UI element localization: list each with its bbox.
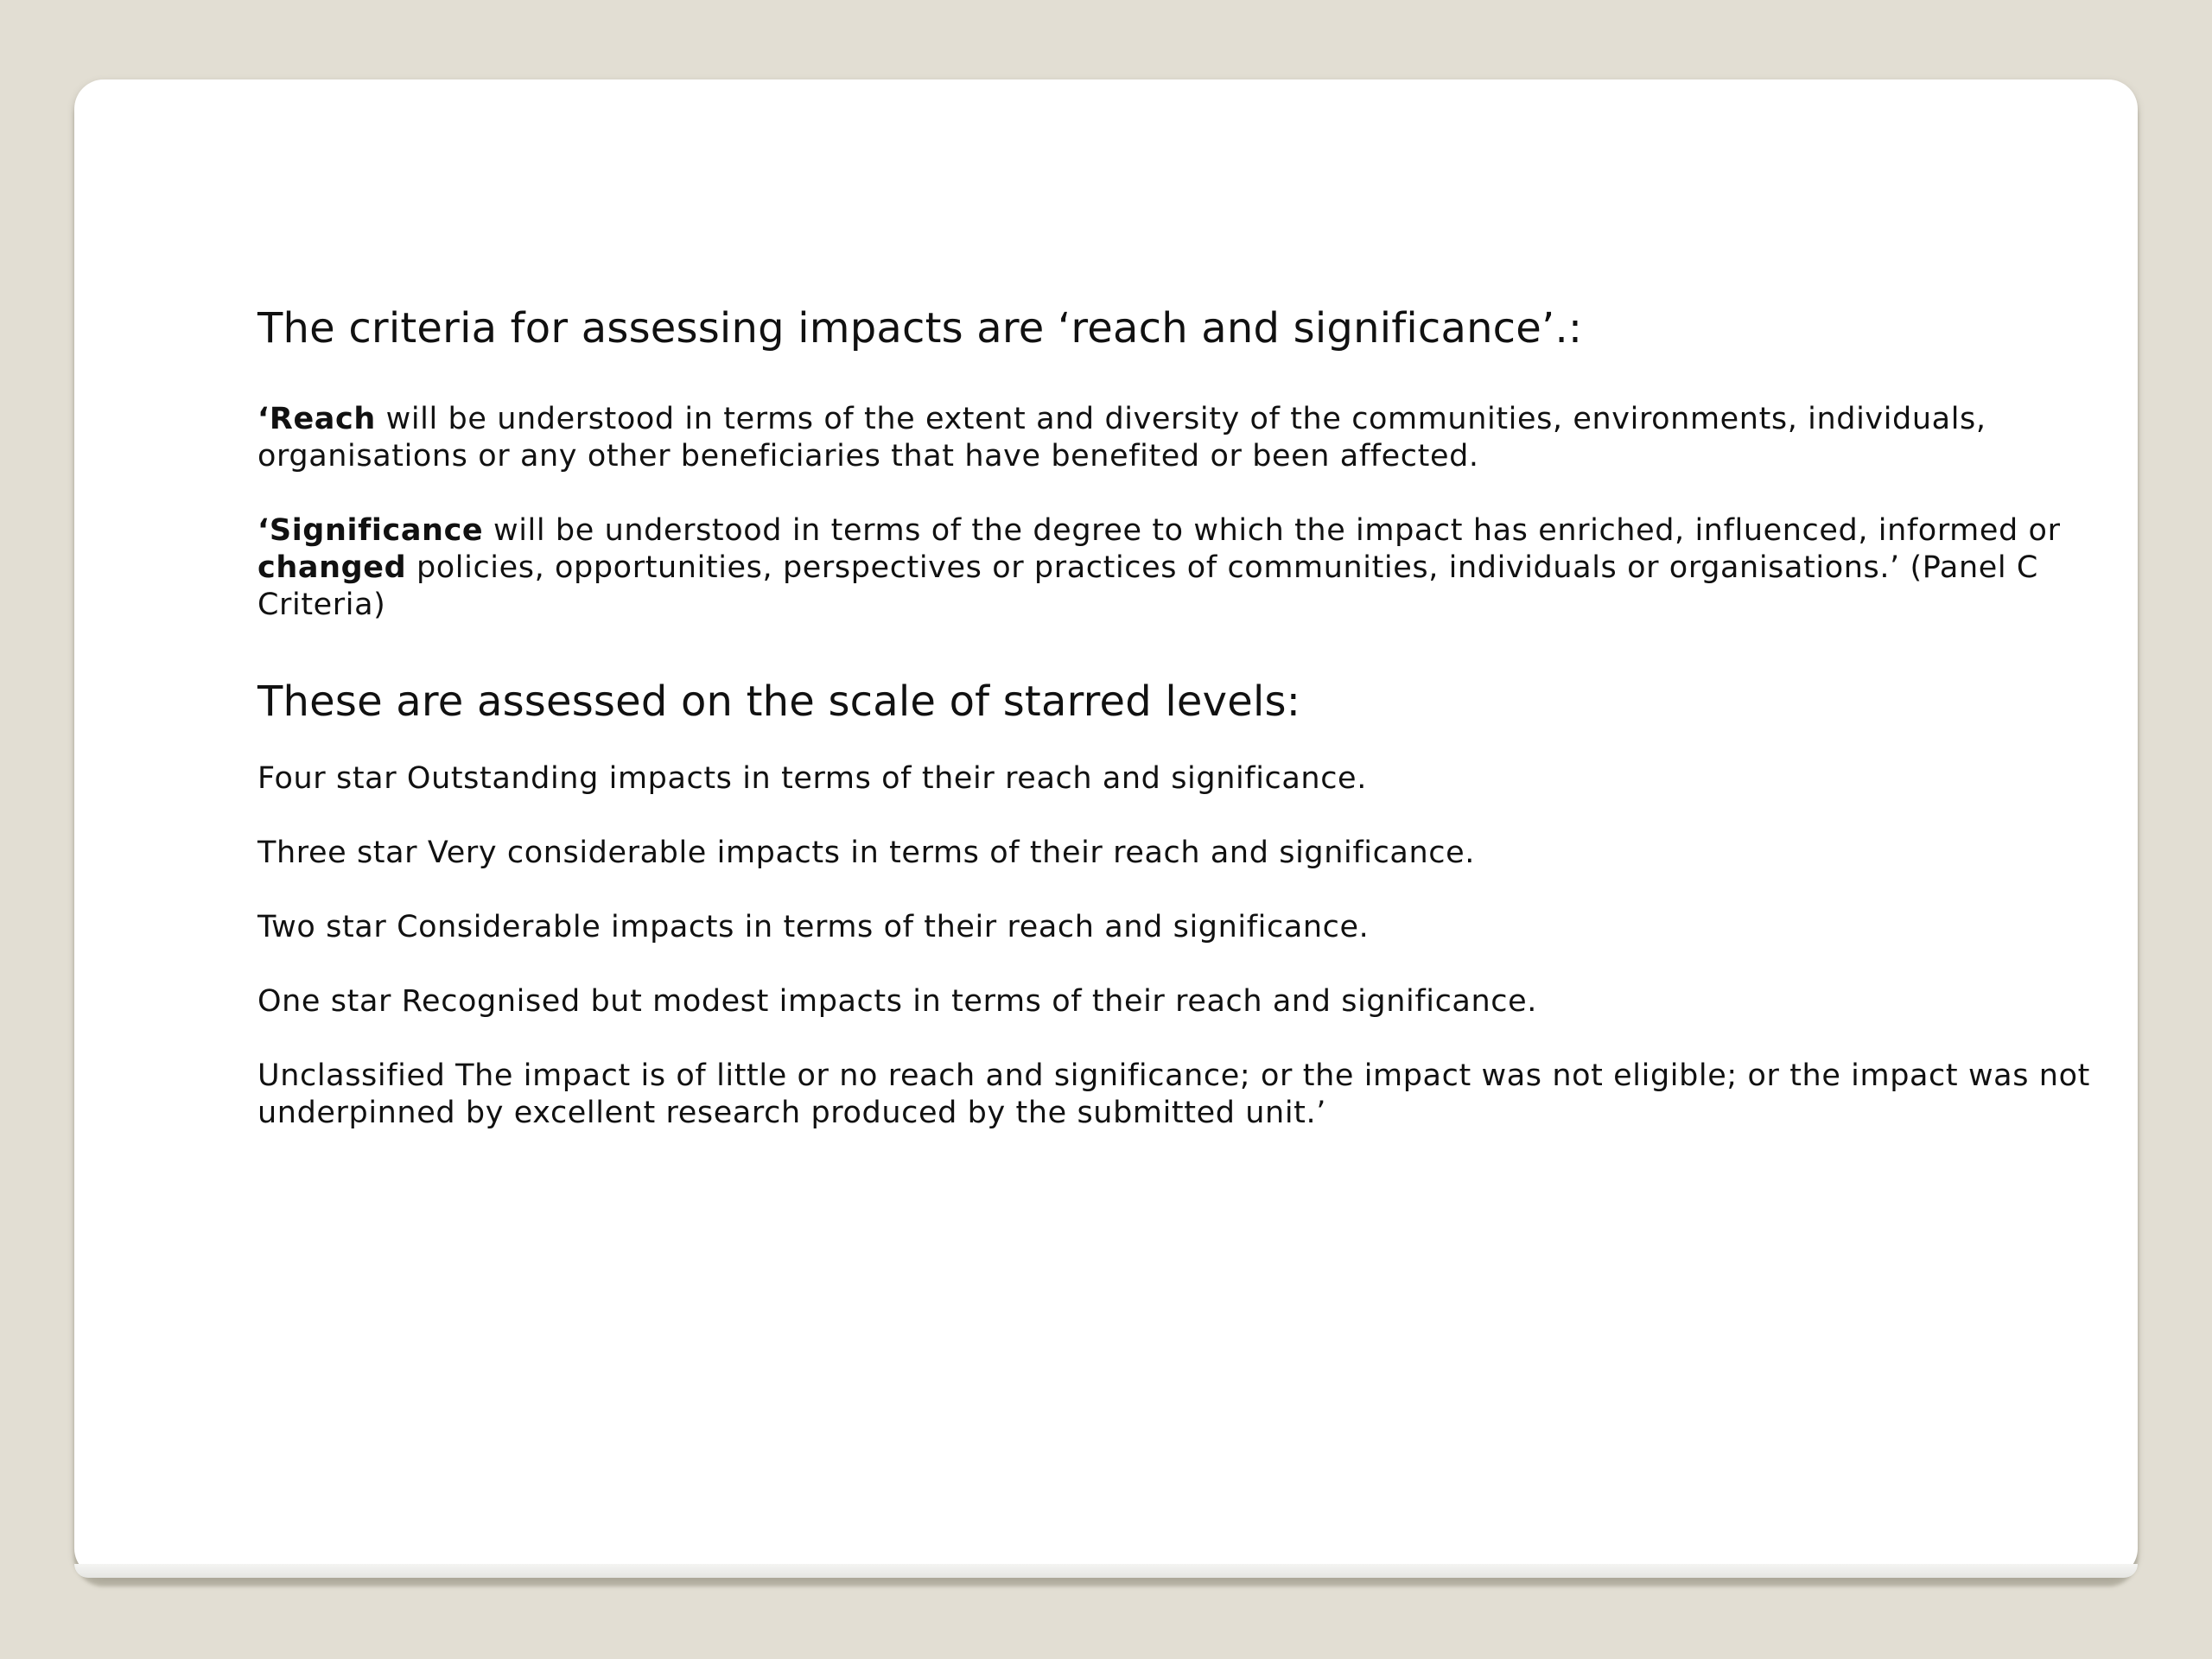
- slide: [74, 79, 2138, 1578]
- slide-bottom-edge: [74, 1564, 2138, 1578]
- slide-content: [257, 304, 2158, 1169]
- level-three-star: Three star Very considerable impacts in terms of their reach and significance.: [257, 836, 1475, 870]
- level-four-star: Four star Outstanding impacts in terms of their reach and significance.: [257, 761, 1367, 796]
- reach-text: will be understood in terms of the extent and diversity of the communities, environments, individuals, organisations or any other beneficiaries that have benefited or been affected.: [257, 402, 1986, 474]
- significance-text-before: will be understood in terms of the degree to which the impact has enriched, influenced, informed or: [483, 513, 2061, 548]
- significance-definition: [257, 512, 2158, 624]
- changed-term: changed: [257, 550, 407, 585]
- significance-text-after: policies, opportunities, perspectives or practices of communities, individuals or organisations.’ (Panel C Criteria): [257, 550, 2038, 622]
- starred-levels-list: [257, 760, 2158, 1132]
- significance-term: ‘Significance: [257, 513, 484, 548]
- criteria-heading: The criteria for assessing impacts are ‘reach and significance’.:: [257, 304, 1583, 353]
- level-unclassified: Unclassified The impact is of little or no reach and significance; or the impact was not eligible; or the impact was not underpinned by excellent research produced by the submitted unit.’: [257, 1058, 2090, 1130]
- level-one-star: One star Recognised but modest impacts in terms of their reach and significance.: [257, 984, 1537, 1019]
- levels-heading: These are assessed on the scale of starred levels:: [257, 677, 1301, 726]
- level-two-star: Two star Considerable impacts in terms of their reach and significance.: [257, 910, 1370, 944]
- reach-term: ‘Reach: [257, 402, 376, 436]
- reach-definition: [257, 401, 2158, 475]
